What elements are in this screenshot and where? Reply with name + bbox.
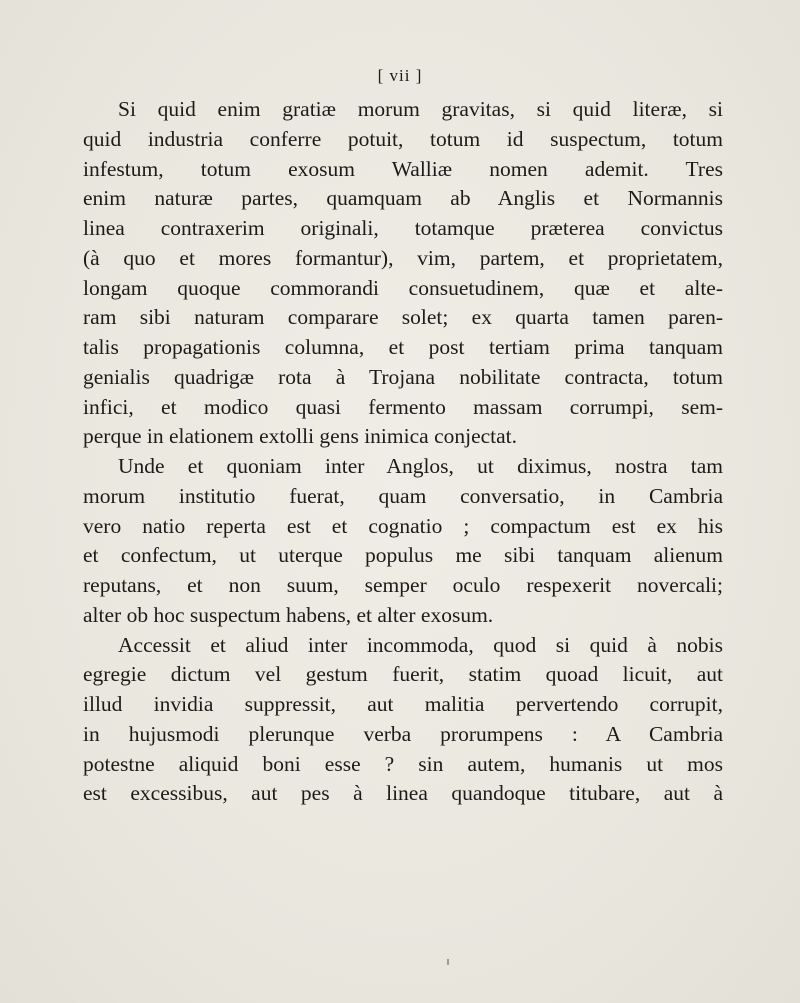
text-line: ram sibi naturam comparare solet; ex quarta tamen paren- xyxy=(83,305,723,330)
text-line: enim naturæ partes, quamquam ab Anglis et Normannis xyxy=(83,186,723,211)
text-line: alter ob hoc suspectum habens, et alter exosum. xyxy=(83,602,494,627)
text-line: Si quid enim gratiæ morum gravitas, si quid literæ, si xyxy=(118,97,723,121)
text-line: morum institutio fuerat, quam conversatio, in Cambria xyxy=(83,483,723,508)
text-line: reputans, et non suum, semper oculo respexerit novercali; xyxy=(83,573,723,597)
body-text xyxy=(83,95,723,809)
text-line: vero natio reperta est et cognatio ; compactum est ex his xyxy=(83,513,723,538)
text-line: infici, et modico quasi fermento massam corrumpi, sem- xyxy=(83,394,723,419)
text-line: longam quoque commorandi consuetudinem, quæ et alte- xyxy=(83,275,723,300)
text-line: et confectum, ut uterque populus me sibi tanquam alienum xyxy=(83,543,723,568)
text-line: perque in elationem extolli gens inimica conjectat. xyxy=(83,424,518,449)
text-line: genialis quadrigæ rota à Trojana nobilitate contracta, totum xyxy=(83,364,723,389)
text-line: est excessibus, aut pes à linea quandoque titubare, aut à xyxy=(83,781,723,806)
text-line: illud invidia suppressit, aut malitia pervertendo corrupit, xyxy=(83,692,723,716)
text-line: egregie dictum vel gestum fuerit, statim quoad licuit, aut xyxy=(83,662,723,687)
paper-speck xyxy=(447,959,449,965)
text-line: linea contraxerim originali, totamque præterea convictus xyxy=(83,216,723,240)
text-line: infestum, totum exosum Walliæ nomen ademit. Tres xyxy=(83,156,723,181)
text-line: Accessit et aliud inter incommoda, quod si quid à nobis xyxy=(118,632,723,657)
page-number: [ vii ] xyxy=(377,66,423,85)
text-line: talis propagationis columna, et post tertiam prima tanquam xyxy=(83,335,723,359)
text-line: potestne aliquid boni esse ? sin autem, humanis ut mos xyxy=(83,751,723,776)
text-line: in hujusmodi plerunque verba prorumpens : A Cambria xyxy=(83,721,723,746)
text-line: quid industria conferre potuit, totum id suspectum, totum xyxy=(83,126,723,151)
text-line: Unde et quoniam inter Anglos, ut diximus, nostra tam xyxy=(118,454,723,478)
text-line: (à quo et mores formantur), vim, partem, et proprietatem, xyxy=(83,245,723,270)
